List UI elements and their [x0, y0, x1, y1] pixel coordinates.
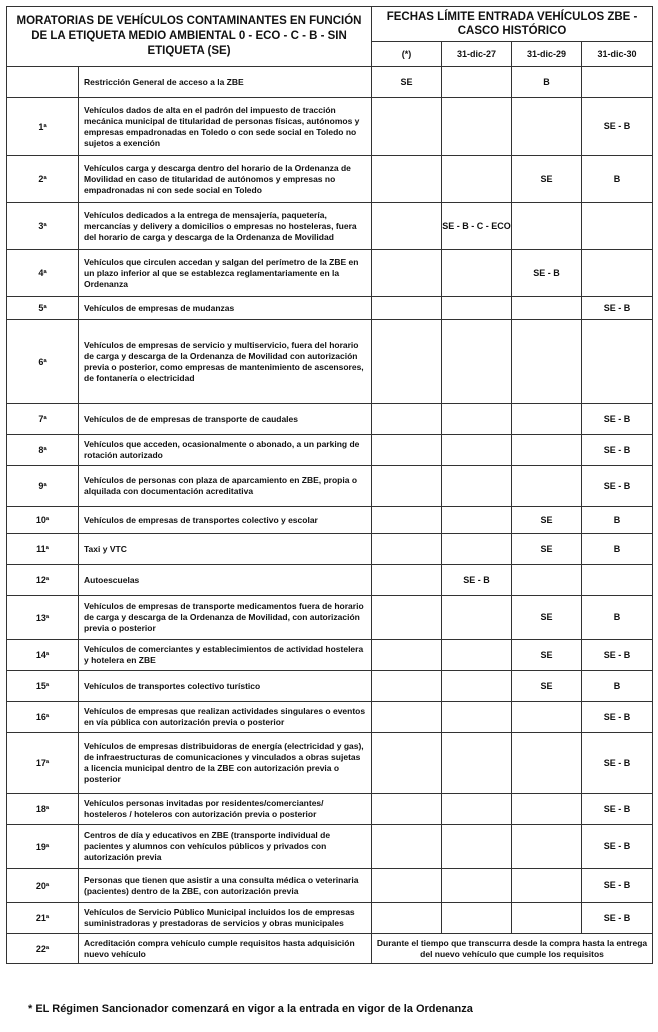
deadline-cell: [442, 404, 512, 435]
deadline-cell: [372, 903, 442, 934]
column-header: (*): [372, 42, 442, 67]
row-number: 10ª: [7, 507, 79, 534]
row-description: Vehículos dedicados a la entrega de mensajería, paquetería, mercancías y delivery a domicilios o empresas no hosteleras, fuera del horario de carga y descarga de la Ordenanza de Movilidad: [79, 203, 372, 250]
row-number: 12ª: [7, 565, 79, 596]
table-row: [7, 733, 653, 794]
table-row: [7, 404, 653, 435]
deadline-cell: [582, 67, 653, 98]
row-number: 22ª: [7, 934, 79, 964]
deadline-cell: [512, 794, 582, 825]
table-title: MORATORIAS DE VEHÍCULOS CONTAMINANTES EN FUNCIÓN DE LA ETIQUETA MEDIO AMBIENTAL 0 - ECO - C - B - SIN ETIQUETA (SE): [7, 7, 372, 67]
deadline-cell: [372, 156, 442, 203]
row-number: 13ª: [7, 596, 79, 640]
deadline-cell: [372, 869, 442, 903]
deadline-cell: [442, 466, 512, 507]
deadline-cell: [372, 203, 442, 250]
deadline-cell: [442, 640, 512, 671]
row-description: Vehículos que circulen accedan y salgan del perímetro de la ZBE en un plazo inferior al que se establezca reglamentariamente en la Ordenanza: [79, 250, 372, 297]
deadline-cell: [512, 320, 582, 404]
deadline-cell: [442, 671, 512, 702]
row-description: Vehículos dados de alta en el padrón del impuesto de tracción mecánica municipal de titularidad de personas físicas, autónomos y empresas empadronadas en Toledo o con sede social en Toledo no sujetos a exención: [79, 98, 372, 156]
table-row: [7, 869, 653, 903]
deadline-cell: [372, 98, 442, 156]
row-note: Durante el tiempo que transcurra desde la compra hasta la entrega del nuevo vehículo que cumple los requisitos: [372, 934, 653, 964]
row-description: Vehículos de transportes colectivo turístico: [79, 671, 372, 702]
deadline-cell: [512, 903, 582, 934]
deadline-cell: [442, 67, 512, 98]
deadline-cell: SE - B - C - ECO: [442, 203, 512, 250]
deadline-cell: SE - B: [582, 794, 653, 825]
table-row: [7, 250, 653, 297]
deadline-cell: [372, 250, 442, 297]
deadline-cell: [442, 733, 512, 794]
deadline-cell: [512, 435, 582, 466]
deadline-cell: [372, 825, 442, 869]
deadline-cell: [442, 507, 512, 534]
deadline-cell: [442, 435, 512, 466]
deadline-cell: [442, 903, 512, 934]
deadline-cell: [372, 297, 442, 320]
deadline-cell: [582, 250, 653, 297]
deadline-cell: [442, 702, 512, 733]
deadline-cell: [442, 320, 512, 404]
general-row: [7, 67, 653, 98]
row-description: Vehículos de comerciantes y establecimientos de actividad hostelera y hotelera en ZBE: [79, 640, 372, 671]
deadline-cell: SE: [512, 640, 582, 671]
deadline-cell: [582, 320, 653, 404]
deadline-cell: [442, 596, 512, 640]
footnote: * EL Régimen Sancionador comenzará en vigor a la entrada en vigor de la Ordenanza: [28, 1003, 473, 1015]
row-description: Vehículos de empresas de servicio y multiservicio, fuera del horario de carga y descarga de la Ordenanza de Movilidad con autorización previa o posterior, como empresas de mantenimiento de ascensores, de fontanería o electricidad: [79, 320, 372, 404]
deadline-cell: SE - B: [582, 466, 653, 507]
row-number: 19ª: [7, 825, 79, 869]
table-row: [7, 702, 653, 733]
row-description: Centros de día y educativos en ZBE (transporte individual de pacientes y alumnos con vehículos públicos y privados con autorización previa: [79, 825, 372, 869]
deadline-cell: SE - B: [582, 435, 653, 466]
row-description: Personas que tienen que asistir a una consulta médica o veterinaria (pacientes) dentro de la ZBE, con autorización previa: [79, 869, 372, 903]
deadline-cell: SE - B: [582, 702, 653, 733]
row-description: Vehículos de empresas que realizan actividades singulares o eventos en vía pública con autorización previa o posterior: [79, 702, 372, 733]
deadline-cell: SE - B: [512, 250, 582, 297]
row-description: Vehículos de de empresas de transporte de caudales: [79, 404, 372, 435]
deadline-cell: B: [582, 507, 653, 534]
deadline-cell: [372, 794, 442, 825]
deadline-cell: SE: [372, 67, 442, 98]
table-row: [7, 435, 653, 466]
table-row: [7, 671, 653, 702]
row-description: Vehículos de empresas de transportes colectivo y escolar: [79, 507, 372, 534]
row-description: Vehículos de Servicio Público Municipal incluidos los de empresas suministradoras y prestadoras de servicios y obras municipales: [79, 903, 372, 934]
row-number: 9ª: [7, 466, 79, 507]
deadline-cell: SE - B: [582, 903, 653, 934]
deadline-cell: SE - B: [582, 98, 653, 156]
table-row: [7, 794, 653, 825]
row-description: Vehículos de personas con plaza de aparcamiento en ZBE, propia o alquilada con documentación acreditativa: [79, 466, 372, 507]
deadline-cell: [442, 794, 512, 825]
deadline-cell: SE - B: [582, 297, 653, 320]
row-description: Vehículos de empresas de transporte medicamentos fuera de horario de carga y descarga de la Ordenanza de Movilidad, con autorización previa o posterior: [79, 596, 372, 640]
deadline-cell: SE - B: [582, 869, 653, 903]
deadline-cell: [372, 507, 442, 534]
row-number: 6ª: [7, 320, 79, 404]
deadline-cell: B: [582, 671, 653, 702]
deadline-cell: [442, 98, 512, 156]
deadline-cell: SE: [512, 671, 582, 702]
row-number: 20ª: [7, 869, 79, 903]
deadline-cell: [582, 203, 653, 250]
deadline-cell: SE: [512, 596, 582, 640]
deadline-cell: [372, 702, 442, 733]
deadline-cell: [372, 466, 442, 507]
row-number: 11ª: [7, 534, 79, 565]
deadline-cell: B: [512, 67, 582, 98]
deadline-cell: [512, 98, 582, 156]
deadline-cell: [442, 869, 512, 903]
table-row: [7, 98, 653, 156]
row-number: 8ª: [7, 435, 79, 466]
deadline-cell: [372, 671, 442, 702]
row-number: 15ª: [7, 671, 79, 702]
deadline-cell: [512, 702, 582, 733]
table-row: [7, 507, 653, 534]
deadline-cell: [442, 156, 512, 203]
deadline-cell: [512, 404, 582, 435]
row-number: 3ª: [7, 203, 79, 250]
deadline-cell: [372, 534, 442, 565]
deadline-cell: [582, 565, 653, 596]
deadline-cell: [512, 297, 582, 320]
column-header: 31-dic-27: [442, 42, 512, 67]
row-description: Vehículos de empresas distribuidoras de energía (electricidad y gas), de infraestructuras de comunicaciones y vinculados a obras sujetas a licencia municipal dentro de la ZBE con autorización previa o posterior: [79, 733, 372, 794]
deadline-cell: SE - B: [442, 565, 512, 596]
deadline-cell: [442, 297, 512, 320]
deadline-cell: SE - B: [582, 640, 653, 671]
table-row-last: [7, 934, 653, 964]
deadline-cell: SE - B: [582, 825, 653, 869]
table-row: [7, 825, 653, 869]
deadline-cell: [442, 250, 512, 297]
table-row: [7, 320, 653, 404]
row-number: 1ª: [7, 98, 79, 156]
column-header: 31-dic-30: [582, 42, 653, 67]
deadline-cell: [442, 825, 512, 869]
table-row: [7, 203, 653, 250]
table-row: [7, 640, 653, 671]
row-description: Acreditación compra vehículo cumple requisitos hasta adquisición nuevo vehículo: [79, 934, 372, 964]
row-description: Vehículos carga y descarga dentro del horario de la Ordenanza de Movilidad en caso de titularidad de autónomos y empresas no empadronadas ni con sede social en Toledo: [79, 156, 372, 203]
row-description: Vehículos personas invitadas por residentes/comerciantes/ hosteleros / hoteleros con autorización previa o posterior: [79, 794, 372, 825]
row-number: 2ª: [7, 156, 79, 203]
deadline-cell: B: [582, 534, 653, 565]
deadline-cell: [372, 320, 442, 404]
row-number: 7ª: [7, 404, 79, 435]
deadline-cell: B: [582, 156, 653, 203]
deadline-cell: [372, 733, 442, 794]
deadline-cell: [512, 203, 582, 250]
deadline-cell: [512, 825, 582, 869]
table-row: [7, 466, 653, 507]
column-header: 31-dic-29: [512, 42, 582, 67]
moratorium-table: [6, 6, 653, 964]
deadline-cell: SE: [512, 534, 582, 565]
row-number: 21ª: [7, 903, 79, 934]
row-number: 17ª: [7, 733, 79, 794]
table-row: [7, 534, 653, 565]
row-description: Autoescuelas: [79, 565, 372, 596]
deadline-cell: [512, 565, 582, 596]
row-number: 4ª: [7, 250, 79, 297]
row-number: 14ª: [7, 640, 79, 671]
dates-group-header: FECHAS LÍMITE ENTRADA VEHÍCULOS ZBE - CASCO HISTÓRICO: [372, 7, 653, 42]
table-row: [7, 596, 653, 640]
row-description: Vehículos que acceden, ocasionalmente o abonado, a un parking de rotación autorizado: [79, 435, 372, 466]
table-row: [7, 565, 653, 596]
table-row: [7, 903, 653, 934]
general-row-label: Restricción General de acceso a la ZBE: [79, 67, 372, 98]
deadline-cell: SE: [512, 507, 582, 534]
row-description: Vehículos de empresas de mudanzas: [79, 297, 372, 320]
table-row: [7, 297, 653, 320]
row-number: 16ª: [7, 702, 79, 733]
deadline-cell: [372, 435, 442, 466]
deadline-cell: [512, 466, 582, 507]
row-number: 18ª: [7, 794, 79, 825]
deadline-cell: SE - B: [582, 733, 653, 794]
deadline-cell: [442, 534, 512, 565]
deadline-cell: SE: [512, 156, 582, 203]
row-number: 5ª: [7, 297, 79, 320]
deadline-cell: [372, 640, 442, 671]
table-row: [7, 156, 653, 203]
deadline-cell: [372, 596, 442, 640]
deadline-cell: [512, 733, 582, 794]
deadline-cell: [372, 404, 442, 435]
deadline-cell: SE - B: [582, 404, 653, 435]
row-description: Taxi y VTC: [79, 534, 372, 565]
deadline-cell: [512, 869, 582, 903]
row-number-empty: [7, 67, 79, 98]
deadline-cell: [372, 565, 442, 596]
deadline-cell: B: [582, 596, 653, 640]
